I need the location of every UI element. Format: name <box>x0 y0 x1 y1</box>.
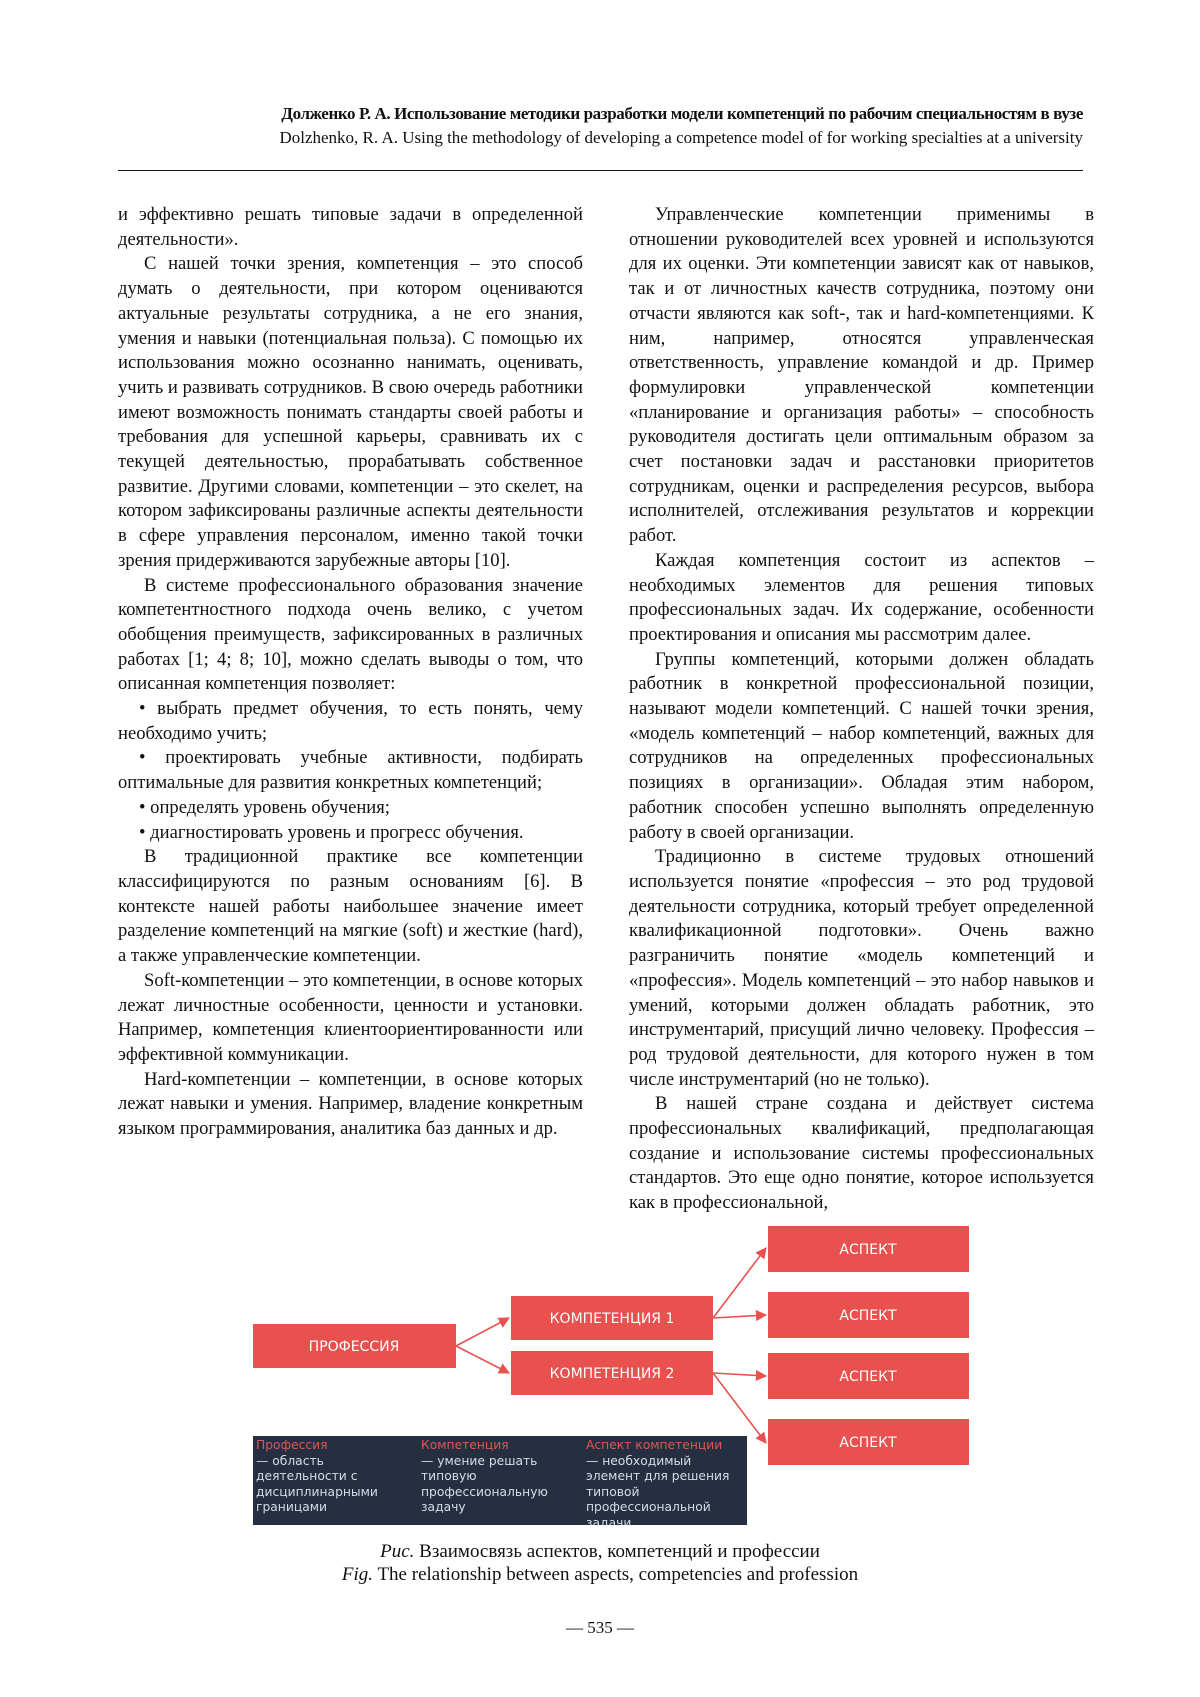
label-aspect-3: АСПЕКТ <box>839 1369 897 1385</box>
paragraph: Традиционно в системе трудовых отношений используется понятие «профессия – это род трудовой деятельности сотрудника, который требует определенной квалификационной подготовки». Очень важно разграничить понятие «модель компетенций и «профессия». Модель компетенций – это набор навыков и умений, которыми должен обладать работник, это инструментарий, присущий лично человеку. Профессия – род трудовой деятельности, для которого нужен в том числе инструментарий (но не только). <box>629 845 1094 1092</box>
caption-ru-text: Взаимосвязь аспектов, компетенций и профессии <box>419 1541 820 1562</box>
paragraph: В нашей стране создана и действует система профессиональных квалификаций, предполагающая создание и использование системы профессиональных стандартов. Это еще одно понятие, которое используется как в профессиональной, <box>629 1092 1094 1216</box>
label-aspect-1: АСПЕКТ <box>839 1242 897 1258</box>
arrow-competence-1-aspect-1 <box>713 1248 766 1318</box>
paragraph: Управленческие компетенции применимы в отношении руководителей всех уровней и используются для их оценки. Эти компетенции зависят как от навыков, так и от личностных качеств сотрудника, поэтому они отчасти являются как soft-, так и hard-компетенциями. К ним, например, относятся управленческая ответственность, управление командой и др. Пример формулировки управленческой компетенции «планирование и организация работы» – способность руководителя достигать цели оптимальным образом за счет постановки задач и расстановки приоритетов сотрудникам, оценки и распределения ресурсов, выбора исполнителей, отслеживания результатов и коррекции работ. <box>629 203 1094 549</box>
paragraph: В системе профессионального образования значение компетентностного подхода очень велико, с учетом обобщения преимуществ, зафиксированных в различных работах [1; 4; 8; 10], можно сделать выводы о том, что описанная компетенция позволяет: <box>118 574 583 698</box>
label-aspect-2: АСПЕКТ <box>839 1308 897 1324</box>
legend-profession-text: — область деятельности с дисциплинарными границами <box>256 1454 406 1516</box>
paragraph: • проектировать учебные активности, подбирать оптимальные для развития конкретных компетенций; <box>118 746 583 795</box>
arrow-profession-competence-2 <box>456 1346 509 1373</box>
caption-en-text: The relationship between aspects, competencies and profession <box>377 1564 858 1585</box>
paragraph: Soft-компетенции – это компетенции, в основе которых лежат личностные особенности, ценности и установки. Например, компетенция клиентоориентированности или эффективной коммуникации. <box>118 969 583 1068</box>
legend-competence-text: — умение решать типовую профессиональную задачу <box>421 1454 571 1516</box>
right-column <box>629 203 1094 1216</box>
arrow-competence-2-aspect-4 <box>713 1373 766 1443</box>
arrow-competence-2-aspect-3 <box>713 1373 766 1376</box>
paragraph: • диагностировать уровень и прогресс обучения. <box>118 821 583 846</box>
label-profession: ПРОФЕССИЯ <box>309 1339 400 1355</box>
figure-arrows <box>456 1248 766 1443</box>
paragraph: • выбрать предмет обучения, то есть понять, чему необходимо учить; <box>118 697 583 746</box>
legend-profession-title: Профессия <box>256 1438 406 1454</box>
legend-competence <box>421 1438 571 1516</box>
paragraph: Каждая компетенция состоит из аспектов – необходимых элементов для решения типовых профессиональных задач. Их содержание, особенности проектирования и описания мы рассмотрим далее. <box>629 549 1094 648</box>
header-en: Dolzhenko, R. A. Using the methodology of developing a competence model of for working specialties at a university <box>118 126 1083 150</box>
legend-aspect-text: — необходимый элемент для решения типовой профессиональной задачи <box>586 1454 744 1526</box>
arrow-profession-competence-1 <box>456 1318 509 1346</box>
arrow-competence-1-aspect-2 <box>713 1315 766 1318</box>
caption-en-label: Fig. <box>342 1564 373 1585</box>
label-competence-2: КОМПЕТЕНЦИЯ 2 <box>550 1366 675 1382</box>
header-rule <box>118 170 1083 171</box>
paragraph: и эффективно решать типовые задачи в определенной деятельности». <box>118 203 583 252</box>
header-ru: Долженко Р. А. Использование методики разработки модели компетенций по рабочим специальностям в вузе <box>118 102 1083 126</box>
paragraph: • определять уровень обучения; <box>118 796 583 821</box>
legend-competence-title: Компетенция <box>421 1438 571 1454</box>
running-header <box>118 102 1083 150</box>
paragraph: В традиционной практике все компетенции классифицируются по разным основаниям [6]. В контексте нашей работы наибольшее значение имеет разделение компетенций на мягкие (soft) и жесткие (hard), а также управленческие компетенции. <box>118 845 583 969</box>
figure-legend <box>253 1436 747 1525</box>
caption-ru-label: Рис. <box>380 1541 414 1562</box>
page-number: — 535 — <box>0 1618 1200 1638</box>
paragraph: Группы компетенций, которыми должен обладать работник в конкретной профессиональной позиции, называют модели компетенций. С нашей точки зрения, «модель компетенций – набор компетенций, важных для сотрудников на определенных профессиональных позициях в организации». Обладая этим набором, работник способен успешно выполнять определенную работу в своей организации. <box>629 648 1094 846</box>
label-competence-1: КОМПЕТЕНЦИЯ 1 <box>550 1311 675 1327</box>
paragraph: Hard-компетенции – компетенции, в основе которых лежат навыки и умения. Например, владение конкретным языком программирования, аналитика баз данных и др. <box>118 1068 583 1142</box>
figure-caption-en <box>0 1563 1200 1587</box>
legend-profession <box>256 1438 406 1516</box>
legend-aspect <box>586 1438 744 1525</box>
paragraph: С нашей точки зрения, компетенция – это способ думать о деятельности, при котором оцениваются актуальные результаты сотрудника, а не его знания, умения и навыки (потенциальная польза). С помощью их использования можно осознанно нанимать, оценивать, учить и развивать сотрудников. В свою очередь работники имеют возможность понимать стандарты своей работы и требования для успешной карьеры, сравнивать их с текущей деятельностью, прорабатывать собственное развитие. Другими словами, компетенции – это скелет, на котором зафиксированы различные аспекты деятельности в сфере управления персоналом, именно такой точки зрения придерживаются зарубежные авторы [10]. <box>118 252 583 573</box>
figure-caption-ru <box>0 1540 1200 1564</box>
label-aspect-4: АСПЕКТ <box>839 1435 897 1451</box>
left-column <box>118 203 583 1142</box>
legend-aspect-title: Аспект компетенции <box>586 1438 744 1454</box>
